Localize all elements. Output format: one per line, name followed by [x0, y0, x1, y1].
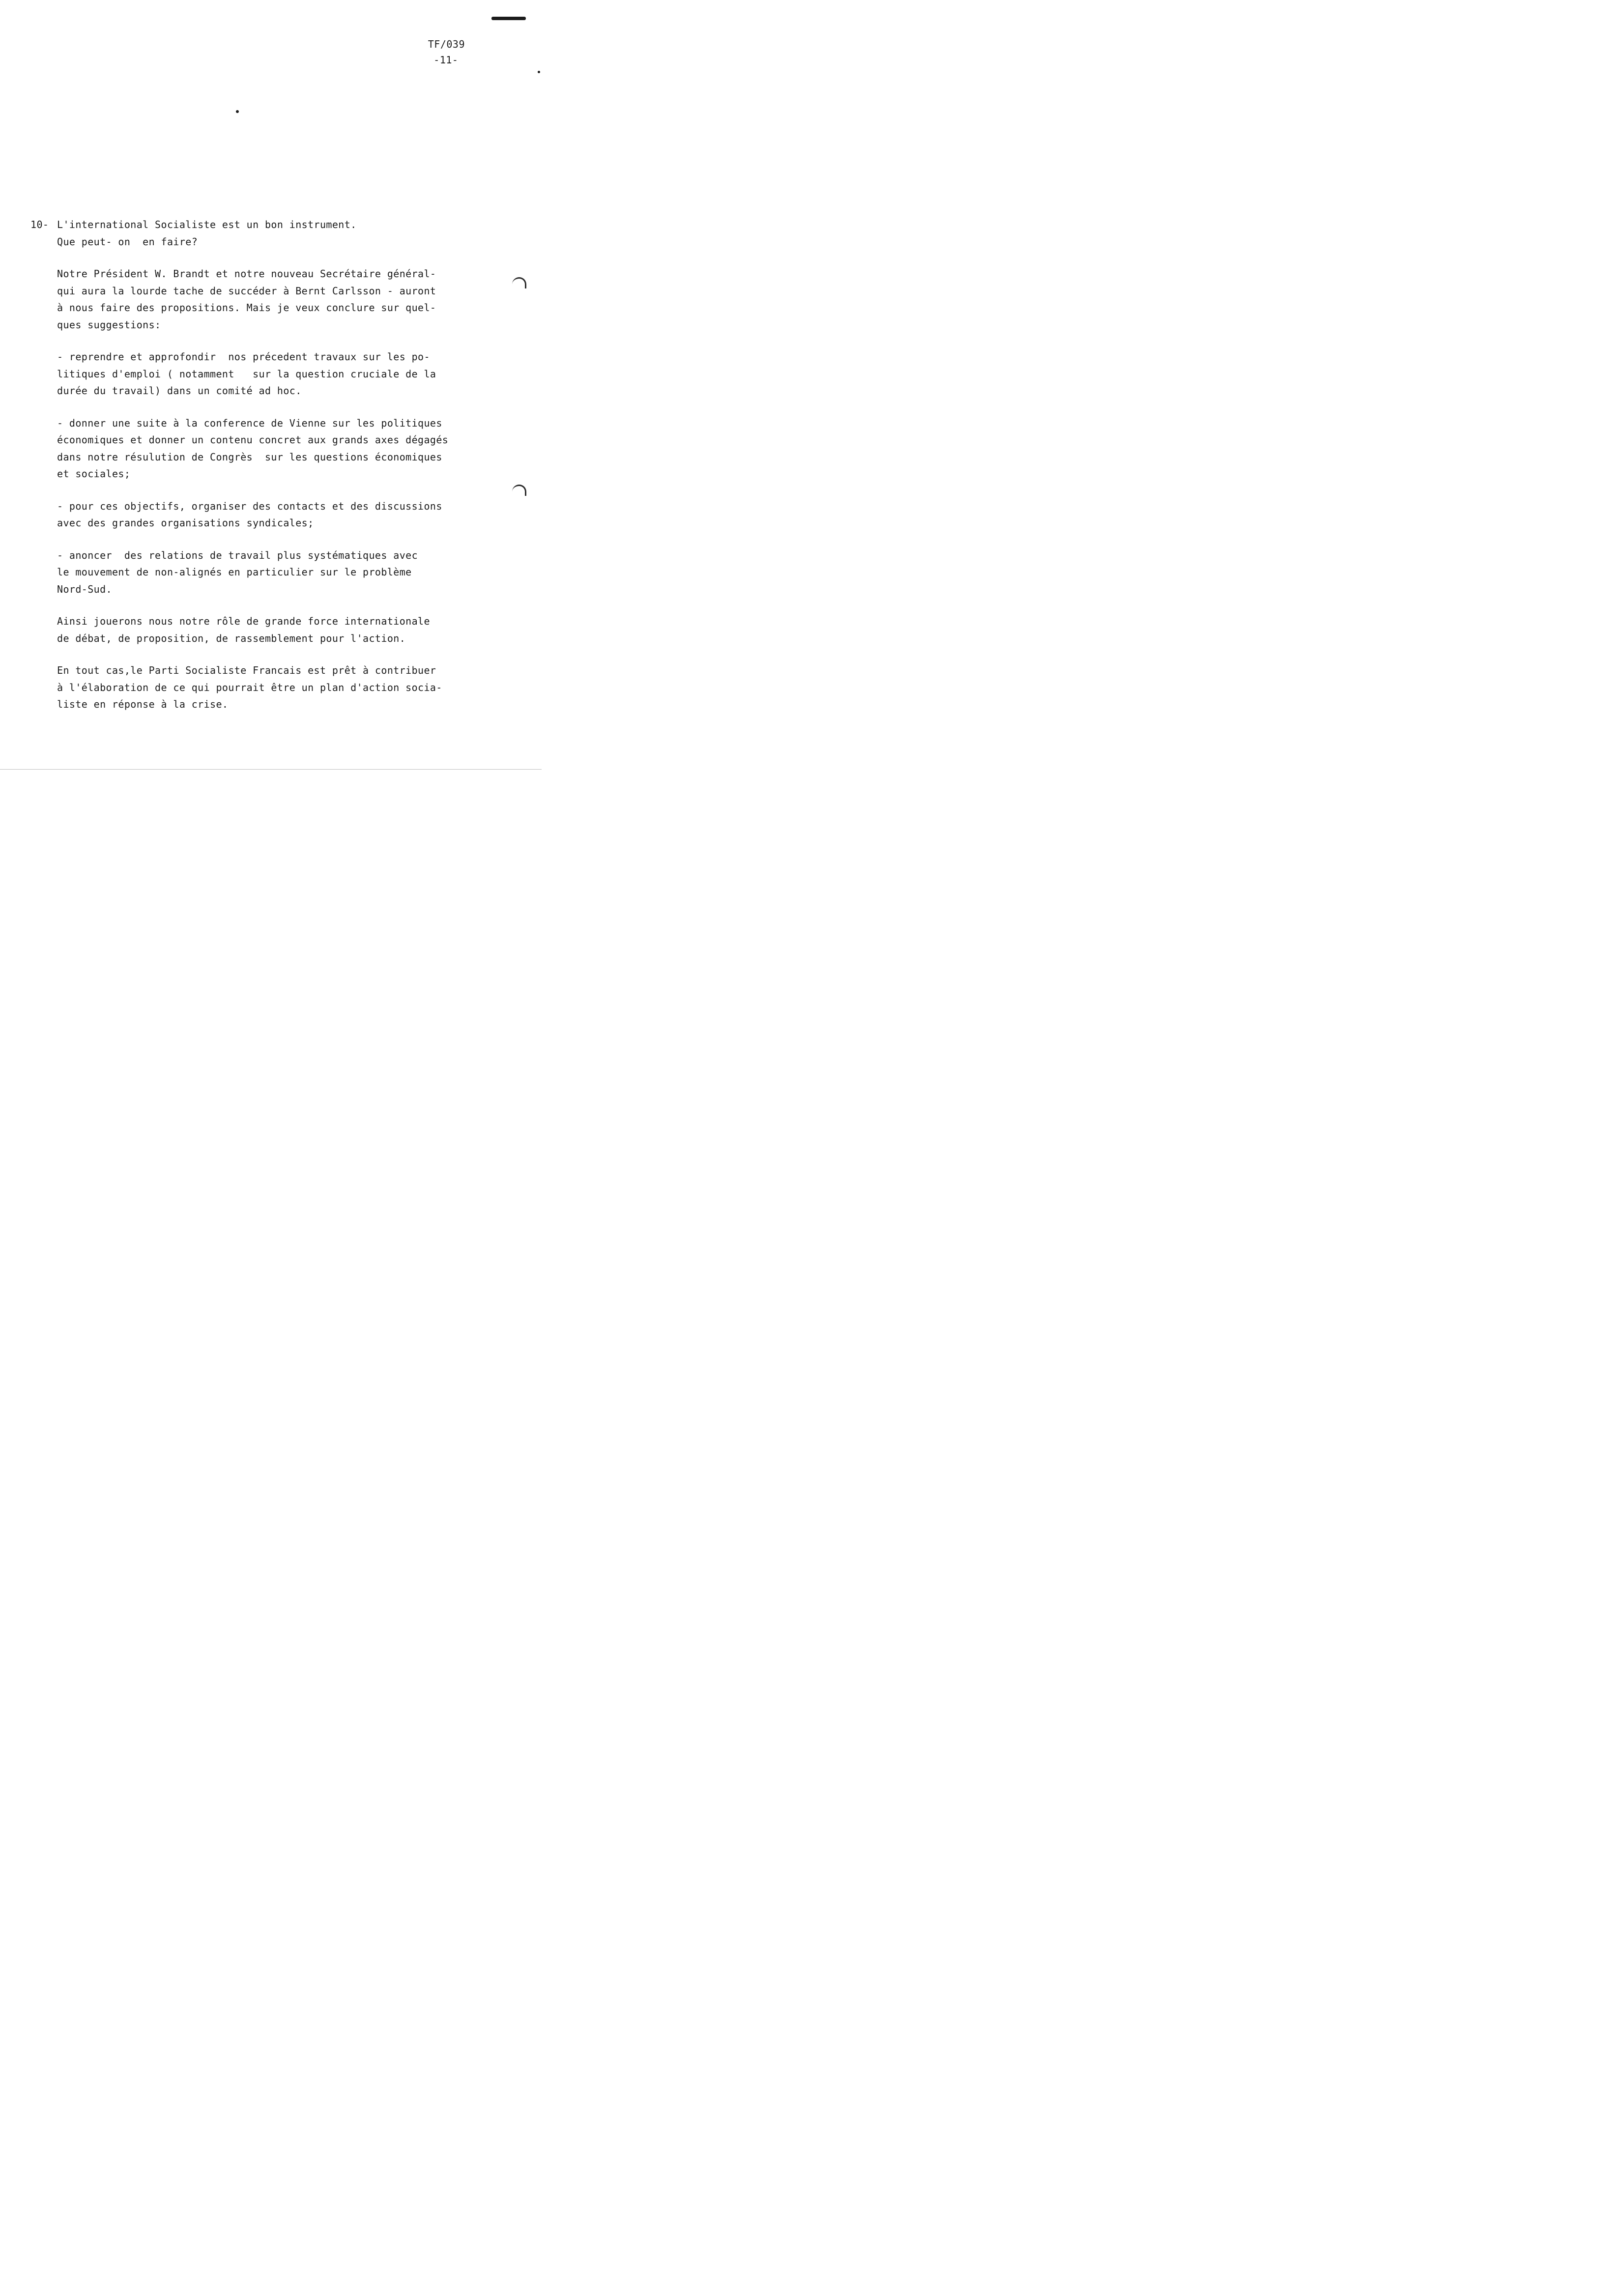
document-reference: TF/039	[428, 38, 465, 50]
document-body	[30, 216, 502, 713]
text-line: durée du travail) dans un comité ad hoc.	[57, 385, 302, 397]
margin-mark-lower	[512, 485, 526, 496]
text-line: - reprendre et approfondir nos précedent travaux sur les po-	[57, 351, 430, 363]
margin-mark-upper	[512, 277, 526, 288]
page-bottom-edge	[0, 769, 542, 770]
ink-dot	[236, 110, 239, 113]
section-title	[57, 216, 502, 250]
document-page	[0, 0, 542, 771]
text-line: à nous faire des propositions. Mais je veux conclure sur quel-	[57, 302, 436, 314]
ink-speck	[538, 71, 540, 73]
text-line: liste en réponse à la crise.	[57, 698, 229, 710]
text-line: litiques d'emploi ( notamment sur la question cruciale de la	[57, 368, 436, 380]
text-line: - anoncer des relations de travail plus systématiques avec	[57, 549, 418, 561]
text-line: et sociales;	[57, 468, 131, 480]
section-heading	[30, 216, 502, 250]
section-title-line: Que peut- on en faire?	[57, 235, 198, 248]
paragraph-conclusion	[57, 662, 502, 713]
text-line: de débat, de proposition, de rassemblement pour l'action.	[57, 632, 406, 644]
text-line: à l'élaboration de ce qui pourrait être un plan d'action socia-	[57, 681, 442, 693]
text-line: En tout cas,le Parti Socialiste Francais est prêt à contribuer	[57, 664, 436, 676]
text-line: Nord-Sud.	[57, 583, 112, 595]
suggestion-trade-unions	[57, 498, 502, 532]
text-line: économiques et donner un contenu concret aux grands axes dégagés	[57, 434, 449, 446]
text-line: ques suggestions:	[57, 318, 161, 331]
text-line: Ainsi jouerons nous notre rôle de grande force internationale	[57, 615, 430, 627]
text-line: qui aura la lourde tache de succéder à Bernt Carlsson - auront	[57, 285, 436, 297]
suggestion-employment	[57, 348, 502, 400]
paragraph-role	[57, 613, 502, 647]
text-line: le mouvement de non-alignés en particulier sur le problème	[57, 566, 412, 578]
suggestion-non-aligned	[57, 547, 502, 598]
text-line: avec des grandes organisations syndicales;	[57, 517, 314, 529]
text-line: - donner une suite à la conference de Vienne sur les politiques	[57, 417, 442, 429]
page-number: -11-	[433, 54, 459, 66]
paragraph-intro	[57, 265, 502, 333]
text-line: Notre Président W. Brandt et notre nouveau Secrétaire général-	[57, 268, 436, 280]
section-number: 10-	[30, 219, 49, 230]
suggestion-economic-policy	[57, 415, 502, 483]
section-title-line: L'international Socialiste est un bon instrument.	[57, 219, 357, 230]
text-line: - pour ces objectifs, organiser des contacts et des discussions	[57, 500, 442, 512]
ink-smudge-top-right	[491, 17, 526, 20]
page-header	[428, 36, 465, 68]
text-line: dans notre résulution de Congrès sur les questions économiques	[57, 451, 442, 463]
